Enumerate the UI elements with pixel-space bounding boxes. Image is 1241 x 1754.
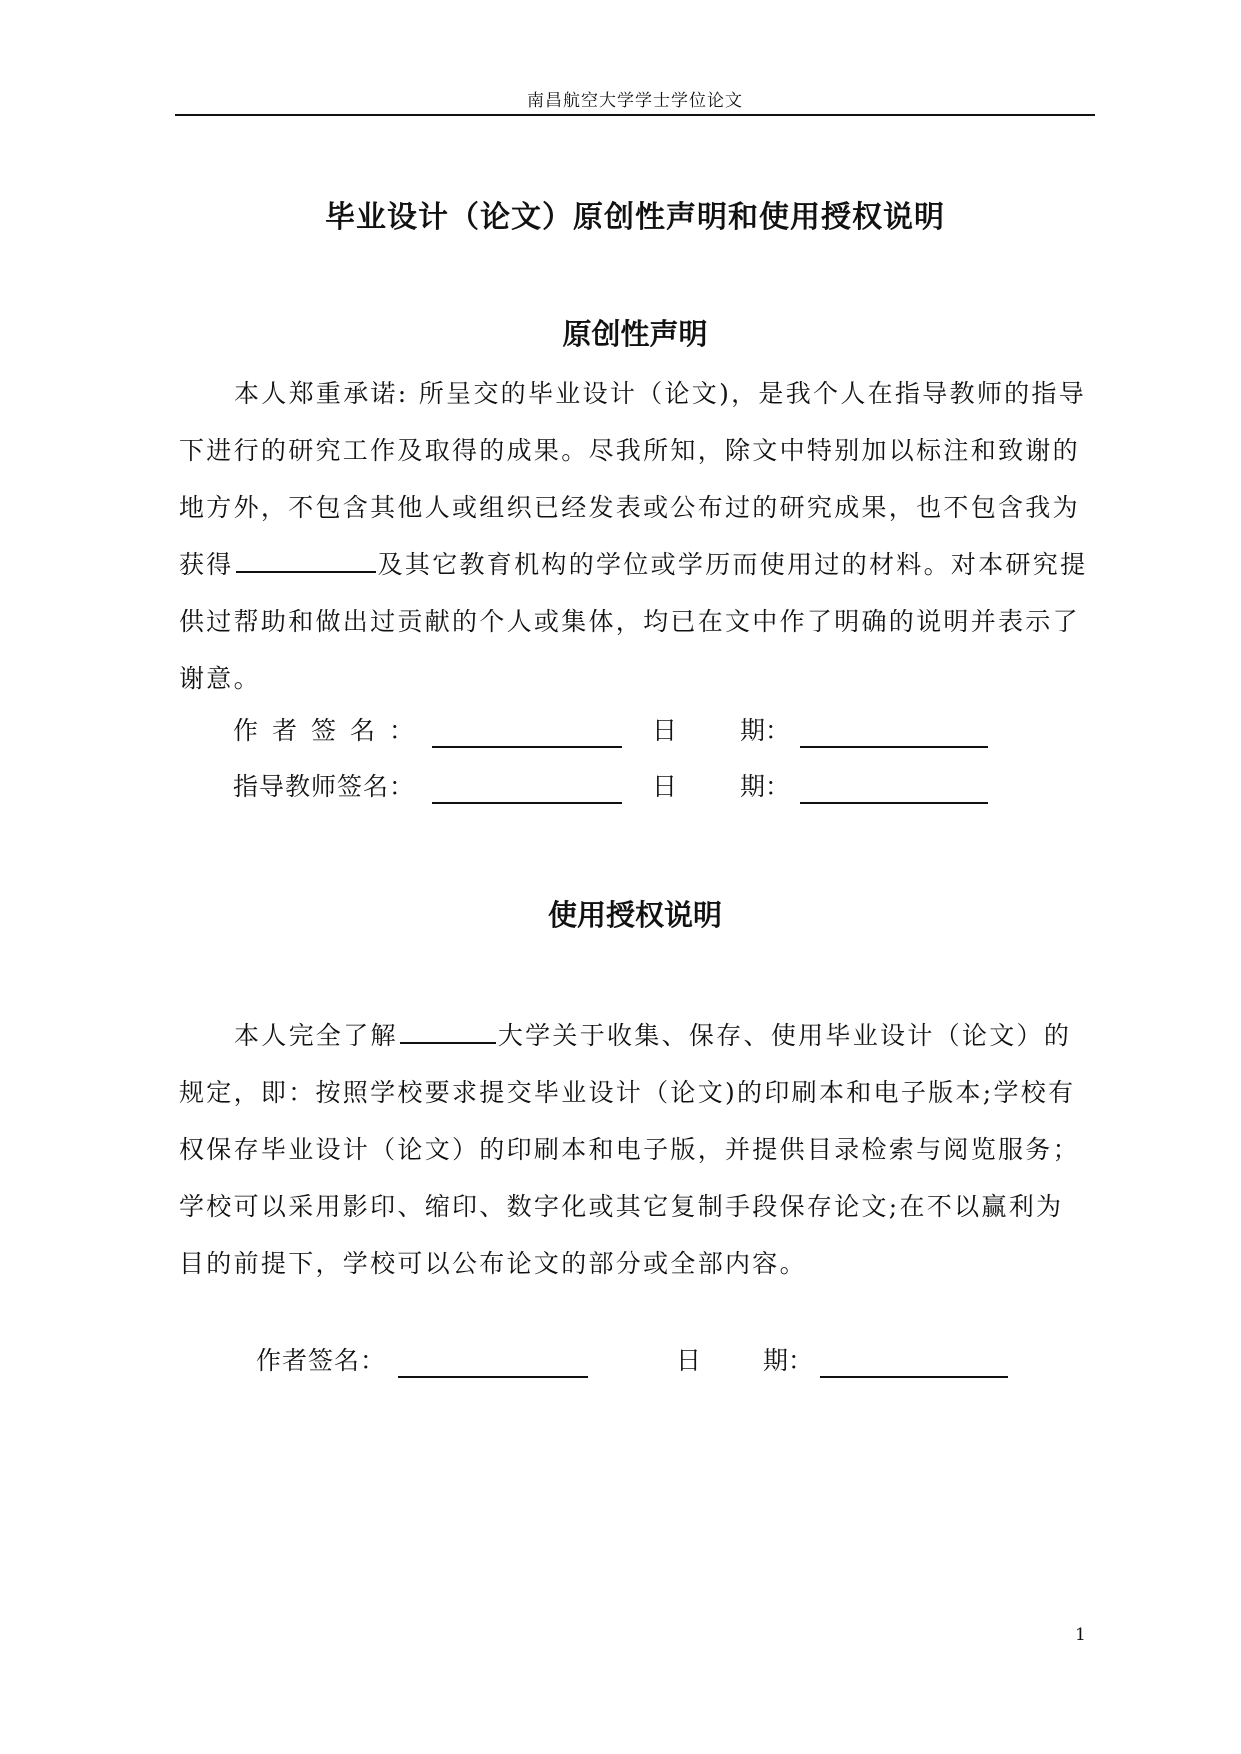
document-title: 毕业设计（论文）原创性声明和使用授权说明 <box>325 200 945 235</box>
originality-text-part2: 及其它教育机构的学位或学历而使用过的材料。对本研究提供过帮助和做出过贡献的个人或集体，均已在文中作了明确的说明并表示了谢意。 <box>179 550 1088 693</box>
authorization-date-label-qi: 期： <box>763 1346 814 1375</box>
advisor-signature-label: 指导教师签名： <box>233 772 416 801</box>
authorization-paragraph <box>179 1007 1089 1292</box>
advisor-date-line <box>800 774 988 804</box>
originality-text-part1: 本人郑重承诺: 所呈交的毕业设计（论文)，是我个人在指导教师的指导下进行的研究工作及取得的成果。尽我所知，除文中特别加以标注和致谢的地方外，不包含其他人或组织已经发表或公布过的研究成果，也不包含我为获得 <box>179 379 1087 579</box>
originality-heading: 原创性声明 <box>562 317 708 351</box>
authorization-date-label-ri: 日 <box>676 1346 702 1375</box>
author-date-label-ri: 日 <box>652 716 678 745</box>
advisor-signature-line <box>432 774 622 804</box>
running-header: 南昌航空大学学士学位论文 <box>527 91 743 111</box>
author-date-label-qi: 期： <box>740 716 791 745</box>
authorization-author-signature-line <box>398 1348 588 1378</box>
authorization-heading: 使用授权说明 <box>547 898 722 932</box>
advisor-date-label-qi: 期： <box>740 772 791 801</box>
authorization-date-line <box>820 1348 1008 1378</box>
author-signature-line <box>432 718 622 748</box>
authorization-author-signature-label: 作者签名： <box>256 1346 387 1375</box>
institution-blank <box>236 547 376 573</box>
header-rule <box>175 114 1095 116</box>
author-date-line <box>800 718 988 748</box>
author-signature-label: 作者签名： <box>233 716 429 745</box>
advisor-date-label-ri: 日 <box>652 772 678 801</box>
authorization-text-part1: 本人完全了解 <box>234 1021 398 1050</box>
authorization-text-part2: 大学关于收集、保存、使用毕业设计（论文）的规定，即：按照学校要求提交毕业设计（论文)的印刷本和电子版本;学校有权保存毕业设计（论文）的印刷本和电子版，并提供目录检索与阅览服务；学校可以采用影印、缩印、数字化或其它复制手段保存论文;在不以赢利为目的前提下，学校可以公布论文的部分或全部内容。 <box>179 1021 1080 1278</box>
university-blank <box>400 1018 496 1044</box>
page-number: 1 <box>1075 1625 1086 1645</box>
originality-paragraph <box>179 365 1089 707</box>
